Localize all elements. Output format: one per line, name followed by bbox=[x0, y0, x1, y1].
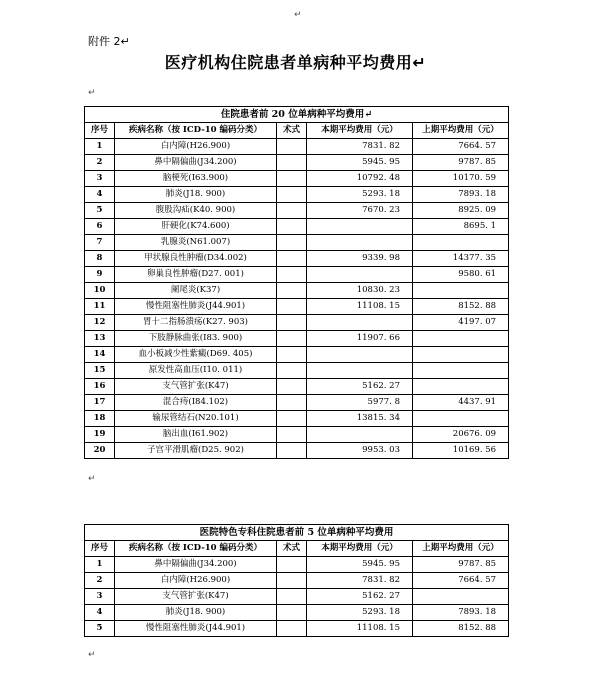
current-cost-cell: 5945. 95 bbox=[307, 155, 413, 171]
table-row bbox=[85, 347, 509, 363]
disease-name-cell: 肺炎(J18. 900) bbox=[115, 187, 277, 203]
previous-cost-cell: 8152. 88 bbox=[413, 299, 509, 315]
current-cost-cell: 7831. 82 bbox=[307, 573, 413, 589]
operation-cell bbox=[277, 347, 307, 363]
table-row bbox=[85, 267, 509, 283]
row-number-cell: 10 bbox=[85, 283, 115, 299]
row-number-cell: 2 bbox=[85, 155, 115, 171]
current-cost-cell: 7831. 82 bbox=[307, 139, 413, 155]
disease-name-cell: 乳腺炎(N61.007) bbox=[115, 235, 277, 251]
operation-cell bbox=[277, 427, 307, 443]
disease-name-cell: 肺炎(J18. 900) bbox=[115, 605, 277, 621]
table-row bbox=[85, 219, 509, 235]
row-number-cell: 2 bbox=[85, 573, 115, 589]
current-cost-cell: 7670. 23 bbox=[307, 203, 413, 219]
previous-cost-cell: 7893. 18 bbox=[413, 187, 509, 203]
header-operation: 术式 bbox=[277, 541, 307, 557]
operation-cell bbox=[277, 315, 307, 331]
previous-cost-cell: 7664. 57 bbox=[413, 573, 509, 589]
current-cost-cell: 10830. 23 bbox=[307, 283, 413, 299]
disease-name-cell: 胃十二指肠溃疡(K27. 903) bbox=[115, 315, 277, 331]
table-header-row bbox=[85, 123, 509, 139]
top20-cost-table bbox=[84, 106, 509, 459]
table-row bbox=[85, 139, 509, 155]
operation-cell bbox=[277, 299, 307, 315]
disease-name-cell: 支气管扩张(K47) bbox=[115, 379, 277, 395]
current-cost-cell bbox=[307, 363, 413, 379]
operation-cell bbox=[277, 219, 307, 235]
current-cost-cell: 10792. 48 bbox=[307, 171, 413, 187]
row-number-cell: 8 bbox=[85, 251, 115, 267]
header-previous-cost: 上期平均费用（元） bbox=[413, 123, 509, 139]
header-current-cost: 本期平均费用（元） bbox=[307, 123, 413, 139]
row-number-cell: 17 bbox=[85, 395, 115, 411]
operation-cell bbox=[277, 605, 307, 621]
previous-cost-cell: 9787. 85 bbox=[413, 155, 509, 171]
disease-name-cell: 子宫平滑肌瘤(D25. 902) bbox=[115, 443, 277, 459]
disease-name-cell: 混合痔(I84.102) bbox=[115, 395, 277, 411]
table-row bbox=[85, 427, 509, 443]
operation-cell bbox=[277, 363, 307, 379]
table-row bbox=[85, 395, 509, 411]
row-number-cell: 16 bbox=[85, 379, 115, 395]
previous-cost-cell: 10169. 56 bbox=[413, 443, 509, 459]
previous-cost-cell: 20676. 09 bbox=[413, 427, 509, 443]
table-row bbox=[85, 589, 509, 605]
table-row bbox=[85, 363, 509, 379]
header-no: 序号 bbox=[85, 123, 115, 139]
operation-cell bbox=[277, 251, 307, 267]
row-number-cell: 9 bbox=[85, 267, 115, 283]
table-row bbox=[85, 605, 509, 621]
operation-cell bbox=[277, 331, 307, 347]
disease-name-cell: 阑尾炎(K37) bbox=[115, 283, 277, 299]
disease-name-cell: 慢性阻塞性肺炎(J44.901) bbox=[115, 299, 277, 315]
current-cost-cell bbox=[307, 347, 413, 363]
table-row bbox=[85, 299, 509, 315]
operation-cell bbox=[277, 139, 307, 155]
header-no: 序号 bbox=[85, 541, 115, 557]
disease-name-cell: 鼻中隔偏曲(J34.200) bbox=[115, 155, 277, 171]
disease-name-cell: 白内障(H26.900) bbox=[115, 139, 277, 155]
disease-name-cell: 甲状腺良性肿瘤(D34.002) bbox=[115, 251, 277, 267]
disease-name-cell: 支气管扩张(K47) bbox=[115, 589, 277, 605]
row-number-cell: 12 bbox=[85, 315, 115, 331]
table-row bbox=[85, 187, 509, 203]
previous-cost-cell: 9580. 61 bbox=[413, 267, 509, 283]
row-number-cell: 4 bbox=[85, 187, 115, 203]
disease-name-cell: 慢性阻塞性肺炎(J44.901) bbox=[115, 621, 277, 637]
header-previous-cost: 上期平均费用（元） bbox=[413, 541, 509, 557]
previous-cost-cell bbox=[413, 589, 509, 605]
disease-name-cell: 卵巢良性肿瘤(D27. 001) bbox=[115, 267, 277, 283]
current-cost-cell bbox=[307, 315, 413, 331]
current-cost-cell bbox=[307, 235, 413, 251]
disease-name-cell: 原发性高血压(I10. 011) bbox=[115, 363, 277, 379]
table-row bbox=[85, 411, 509, 427]
current-cost-cell: 11108. 15 bbox=[307, 299, 413, 315]
current-cost-cell: 5293. 18 bbox=[307, 187, 413, 203]
row-number-cell: 3 bbox=[85, 589, 115, 605]
operation-cell bbox=[277, 411, 307, 427]
row-number-cell: 3 bbox=[85, 171, 115, 187]
row-number-cell: 7 bbox=[85, 235, 115, 251]
document-title: 医疗机构住院患者单病种平均费用↵ bbox=[164, 53, 427, 72]
table-row bbox=[85, 331, 509, 347]
disease-name-cell: 腹股沟疝(K40. 900) bbox=[115, 203, 277, 219]
operation-cell bbox=[277, 283, 307, 299]
previous-cost-cell bbox=[413, 411, 509, 427]
previous-cost-cell bbox=[413, 379, 509, 395]
paragraph-mark: ↵ bbox=[88, 474, 96, 484]
previous-cost-cell: 10170. 59 bbox=[413, 171, 509, 187]
row-number-cell: 1 bbox=[85, 557, 115, 573]
row-number-cell: 6 bbox=[85, 219, 115, 235]
previous-cost-cell: 4437. 91 bbox=[413, 395, 509, 411]
current-cost-cell bbox=[307, 219, 413, 235]
table-row bbox=[85, 203, 509, 219]
current-cost-cell: 5162. 27 bbox=[307, 379, 413, 395]
row-number-cell: 14 bbox=[85, 347, 115, 363]
row-number-cell: 13 bbox=[85, 331, 115, 347]
paragraph-mark: ↵ bbox=[88, 650, 96, 660]
table-caption: 住院患者前 20 位单病种平均费用↵ bbox=[85, 107, 509, 123]
operation-cell bbox=[277, 573, 307, 589]
table-row bbox=[85, 443, 509, 459]
table-row bbox=[85, 315, 509, 331]
current-cost-cell: 5162. 27 bbox=[307, 589, 413, 605]
current-cost-cell: 11907. 66 bbox=[307, 331, 413, 347]
current-cost-cell: 13815. 34 bbox=[307, 411, 413, 427]
disease-name-cell: 脑梗死(I63.900) bbox=[115, 171, 277, 187]
current-cost-cell: 5977. 8 bbox=[307, 395, 413, 411]
row-number-cell: 15 bbox=[85, 363, 115, 379]
operation-cell bbox=[277, 155, 307, 171]
table-header-row bbox=[85, 541, 509, 557]
row-number-cell: 4 bbox=[85, 605, 115, 621]
current-cost-cell: 9339. 98 bbox=[307, 251, 413, 267]
annex-label: 附件 2↵ bbox=[88, 35, 130, 48]
header-disease: 疾病名称（按 ICD-10 编码分类） bbox=[115, 541, 277, 557]
operation-cell bbox=[277, 379, 307, 395]
current-cost-cell: 5293. 18 bbox=[307, 605, 413, 621]
row-number-cell: 19 bbox=[85, 427, 115, 443]
disease-name-cell: 鼻中隔偏曲(J34.200) bbox=[115, 557, 277, 573]
table-row bbox=[85, 251, 509, 267]
previous-cost-cell bbox=[413, 347, 509, 363]
operation-cell bbox=[277, 171, 307, 187]
disease-name-cell: 血小板减少性紫癜(D69. 405) bbox=[115, 347, 277, 363]
current-cost-cell: 9953. 03 bbox=[307, 443, 413, 459]
previous-cost-cell bbox=[413, 331, 509, 347]
paragraph-mark: ↵ bbox=[88, 88, 96, 98]
operation-cell bbox=[277, 395, 307, 411]
table-row bbox=[85, 573, 509, 589]
disease-name-cell: 肝硬化(K74.600) bbox=[115, 219, 277, 235]
previous-cost-cell: 14377. 35 bbox=[413, 251, 509, 267]
top-paragraph-mark: ↵ bbox=[294, 10, 302, 20]
table-row bbox=[85, 557, 509, 573]
previous-cost-cell bbox=[413, 283, 509, 299]
current-cost-cell bbox=[307, 427, 413, 443]
current-cost-cell: 5945. 95 bbox=[307, 557, 413, 573]
row-number-cell: 11 bbox=[85, 299, 115, 315]
disease-name-cell: 白内障(H26.900) bbox=[115, 573, 277, 589]
table-row bbox=[85, 235, 509, 251]
operation-cell bbox=[277, 235, 307, 251]
operation-cell bbox=[277, 203, 307, 219]
operation-cell bbox=[277, 589, 307, 605]
previous-cost-cell: 4197. 07 bbox=[413, 315, 509, 331]
operation-cell bbox=[277, 187, 307, 203]
header-operation: 术式 bbox=[277, 123, 307, 139]
previous-cost-cell bbox=[413, 235, 509, 251]
operation-cell bbox=[277, 557, 307, 573]
previous-cost-cell: 7664. 57 bbox=[413, 139, 509, 155]
previous-cost-cell: 8925. 09 bbox=[413, 203, 509, 219]
previous-cost-cell: 7893. 18 bbox=[413, 605, 509, 621]
table-row bbox=[85, 283, 509, 299]
row-number-cell: 5 bbox=[85, 621, 115, 637]
previous-cost-cell: 8695. 1 bbox=[413, 219, 509, 235]
operation-cell bbox=[277, 621, 307, 637]
operation-cell bbox=[277, 443, 307, 459]
row-number-cell: 20 bbox=[85, 443, 115, 459]
previous-cost-cell: 9787. 85 bbox=[413, 557, 509, 573]
specialty-top5-cost-table bbox=[84, 524, 509, 637]
row-number-cell: 1 bbox=[85, 139, 115, 155]
row-number-cell: 5 bbox=[85, 203, 115, 219]
header-disease: 疾病名称（按 ICD-10 编码分类） bbox=[115, 123, 277, 139]
current-cost-cell bbox=[307, 267, 413, 283]
current-cost-cell: 11108. 15 bbox=[307, 621, 413, 637]
disease-name-cell: 下肢静脉曲张(I83. 900) bbox=[115, 331, 277, 347]
table-row bbox=[85, 155, 509, 171]
disease-name-cell: 输尿管结石(N20.101) bbox=[115, 411, 277, 427]
header-current-cost: 本期平均费用（元） bbox=[307, 541, 413, 557]
operation-cell bbox=[277, 267, 307, 283]
table-row bbox=[85, 171, 509, 187]
row-number-cell: 18 bbox=[85, 411, 115, 427]
previous-cost-cell bbox=[413, 363, 509, 379]
table-row bbox=[85, 379, 509, 395]
disease-name-cell: 脑出血(I61.902) bbox=[115, 427, 277, 443]
table-caption: 医院特色专科住院患者前 5 位单病种平均费用 bbox=[85, 525, 509, 541]
table-row bbox=[85, 621, 509, 637]
previous-cost-cell: 8152. 88 bbox=[413, 621, 509, 637]
